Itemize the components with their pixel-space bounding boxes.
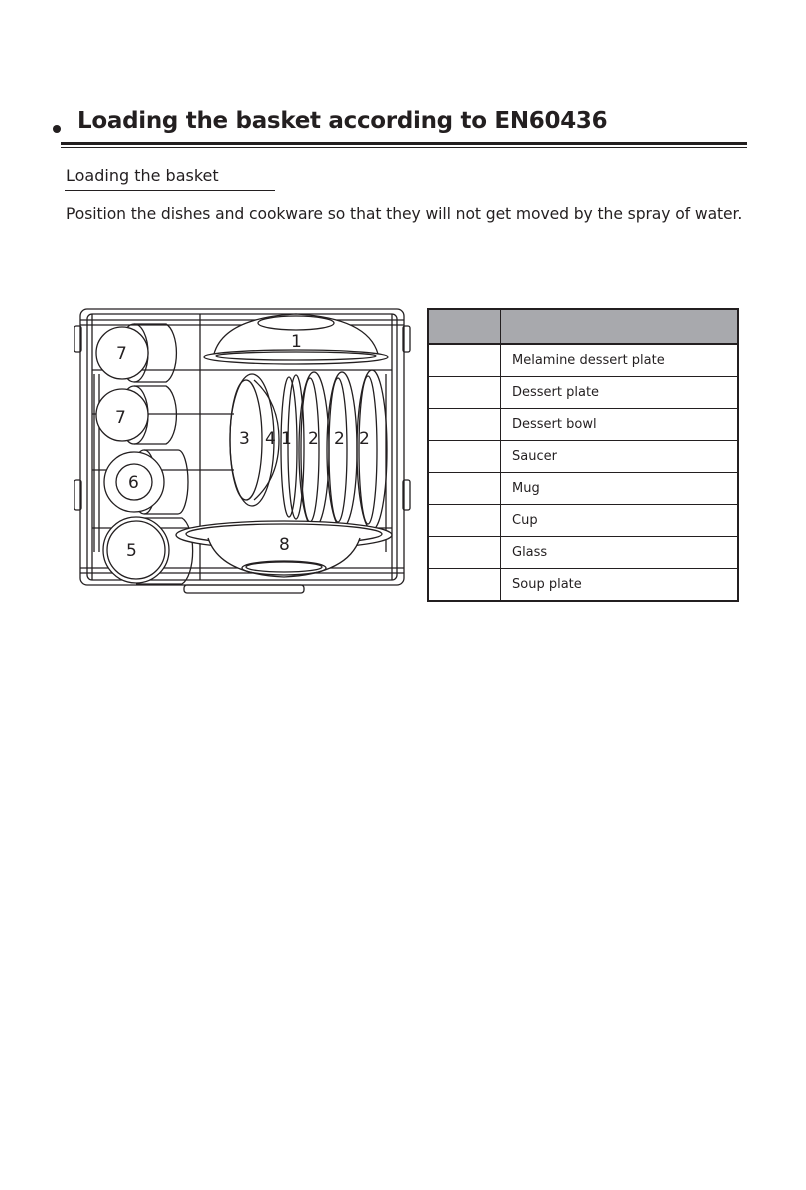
subheading: Loading the basket (66, 166, 219, 185)
legend-row (428, 537, 738, 569)
label-4: 4 (265, 429, 276, 449)
mug-middle (96, 386, 176, 444)
label-2a: 2 (308, 429, 319, 449)
legend-item: Mug (501, 473, 739, 505)
legend-row (428, 473, 738, 505)
label-1-top: 1 (291, 332, 302, 352)
label-7b: 7 (115, 408, 126, 428)
page-title: Loading the basket according to EN60436 (77, 108, 608, 134)
label-6: 6 (128, 473, 139, 493)
legend-row (428, 441, 738, 473)
legend-row (428, 505, 738, 537)
plates (230, 370, 387, 530)
legend-item: Melamine dessert plate (501, 344, 739, 377)
legend-row (428, 409, 738, 441)
legend-row (428, 569, 738, 602)
label-2c: 2 (359, 429, 370, 449)
legend-number (428, 409, 501, 441)
label-1-mid: 1 (281, 429, 292, 449)
legend-row (428, 377, 738, 409)
legend-header-item (501, 309, 739, 344)
label-5: 5 (126, 541, 137, 561)
basket-diagram (74, 302, 412, 598)
label-3: 3 (239, 429, 250, 449)
legend-item: Dessert plate (501, 377, 739, 409)
legend-number (428, 377, 501, 409)
legend-table (427, 308, 739, 602)
label-2b: 2 (334, 429, 345, 449)
legend-header-row (428, 309, 738, 344)
legend-item: Glass (501, 537, 739, 569)
mug-upper (96, 324, 176, 382)
glass (103, 517, 193, 584)
legend-item: Soup plate (512, 577, 582, 592)
legend-header-number (428, 309, 501, 344)
label-7a: 7 (116, 344, 127, 364)
label-8: 8 (279, 535, 290, 555)
legend-item: Dessert bowl (501, 409, 739, 441)
subheading-rule (65, 190, 275, 191)
legend-number (428, 441, 501, 473)
title-rule (61, 142, 747, 145)
cup (104, 450, 188, 514)
legend-number (428, 473, 501, 505)
legend-row (428, 344, 738, 377)
legend-item: Cup (501, 505, 739, 537)
legend-number (428, 537, 501, 569)
legend-number (428, 569, 501, 602)
legend-item: Saucer (501, 441, 739, 473)
title-rule-thin (61, 147, 747, 148)
intro-text: Position the dishes and cookware so that they will not get moved by the spray of water. (66, 205, 743, 223)
legend-number (428, 344, 501, 377)
section-bullet (53, 125, 61, 133)
legend-number (428, 505, 501, 537)
